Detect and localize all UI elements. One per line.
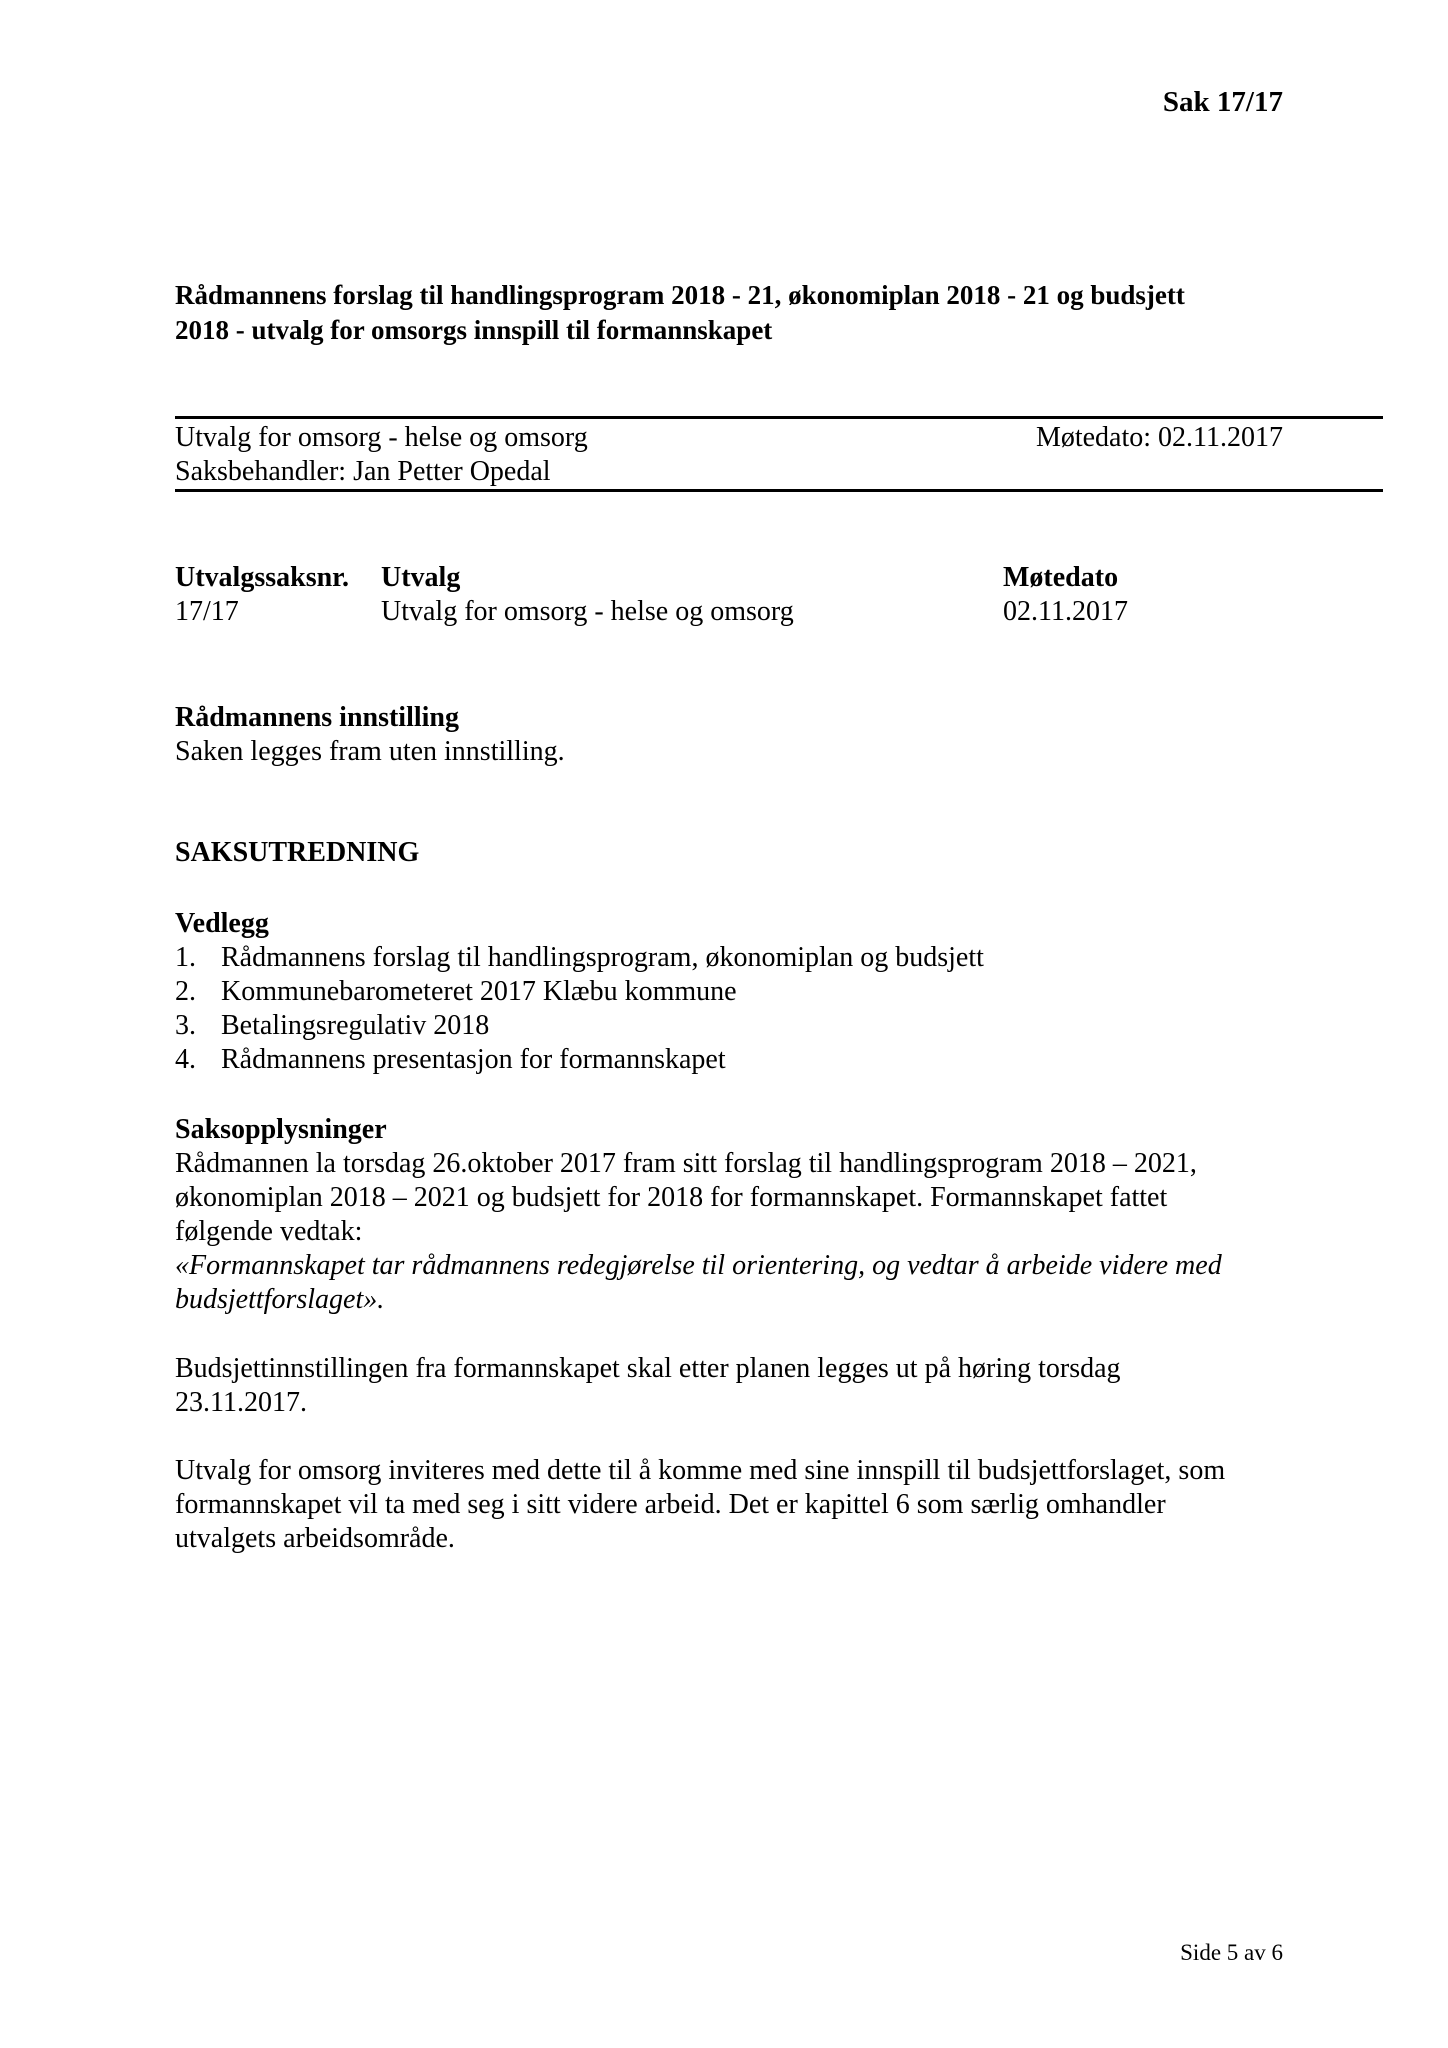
list-item-number: 1. — [175, 942, 196, 973]
divider-bottom — [175, 489, 1383, 492]
list-item-text: Rådmannens presentasjon for formannskapet — [221, 1044, 726, 1075]
table-header-case-no: Utvalgssaksnr. — [175, 562, 350, 593]
title-line-2: 2018 - utvalg for omsorgs innspill til formannskapet — [175, 315, 773, 345]
paragraph-line: formannskapet vil ta med seg i sitt videre arbeid. Det er kapittel 6 som særlig omhandler — [175, 1489, 1166, 1520]
list-item — [175, 1043, 984, 1077]
recommendation-heading: Rådmannens innstilling — [175, 702, 459, 733]
table-cell-case-no: 17/17 — [175, 596, 239, 627]
list-item-text: Rådmannens forslag til handlingsprogram, økonomiplan og budsjett — [221, 942, 984, 973]
quote-line: budsjettforslaget». — [175, 1284, 385, 1315]
paragraph-line: Budsjettinnstillingen fra formannskapet skal etter planen legges ut på høring torsdag — [175, 1353, 1121, 1384]
list-item — [175, 975, 984, 1009]
paragraph-line: Utvalg for omsorg inviteres med dette til å komme med sine innspill til budsjettforslaget, som — [175, 1455, 1226, 1486]
list-item-number: 3. — [175, 1010, 196, 1041]
title-line-1: Rådmannens forslag til handlingsprogram 2018 - 21, økonomiplan 2018 - 21 og budsjett — [175, 280, 1185, 310]
committee-name: Utvalg for omsorg - helse og omsorg — [175, 422, 588, 453]
divider-top — [175, 416, 1383, 419]
paragraph-line: utvalgets arbeidsområde. — [175, 1523, 455, 1554]
list-item — [175, 941, 984, 975]
list-item-number: 2. — [175, 976, 196, 1007]
table-header-date: Møtedato — [1003, 562, 1119, 593]
table-cell-date: 02.11.2017 — [1003, 596, 1128, 627]
meeting-date: Møtedato: 02.11.2017 — [1035, 422, 1283, 453]
list-item-number: 4. — [175, 1044, 196, 1075]
document-title — [175, 278, 1305, 348]
table-cell-committee: Utvalg for omsorg - helse og omsorg — [381, 596, 794, 627]
case-info-paragraph-3 — [175, 1454, 1225, 1556]
list-item-text: Kommunebarometeret 2017 Klæbu kommune — [221, 976, 737, 1007]
case-info-paragraph-2 — [175, 1352, 1121, 1420]
case-info-heading: Saksopplysninger — [175, 1114, 387, 1145]
attachments-heading: Vedlegg — [175, 908, 269, 939]
attachments-list — [175, 941, 984, 1077]
paragraph-line: Rådmannen la torsdag 26.oktober 2017 fram sitt forslag til handlingsprogram 2018 – 2021, — [175, 1148, 1197, 1179]
case-number: Sak 17/17 — [1162, 86, 1283, 118]
paragraph-line: følgende vedtak: — [175, 1216, 363, 1247]
page-number: Side 5 av 6 — [1180, 1940, 1283, 1965]
recommendation-text: Saken legges fram uten innstilling. — [175, 736, 565, 767]
list-item-text: Betalingsregulativ 2018 — [221, 1010, 490, 1041]
paragraph-line: økonomiplan 2018 – 2021 og budsjett for 2018 for formannskapet. Formannskapet fattet — [175, 1182, 1168, 1213]
case-info-paragraph-1 — [175, 1147, 1222, 1317]
table-header-committee: Utvalg — [381, 562, 461, 593]
quote-line: «Formannskapet tar rådmannens redegjørelse til orientering, og vedtar å arbeide videre med — [175, 1250, 1222, 1281]
list-item — [175, 1009, 984, 1043]
section-heading: SAKSUTREDNING — [175, 837, 420, 868]
case-officer: Saksbehandler: Jan Petter Opedal — [175, 456, 551, 487]
paragraph-line: 23.11.2017. — [175, 1387, 307, 1418]
